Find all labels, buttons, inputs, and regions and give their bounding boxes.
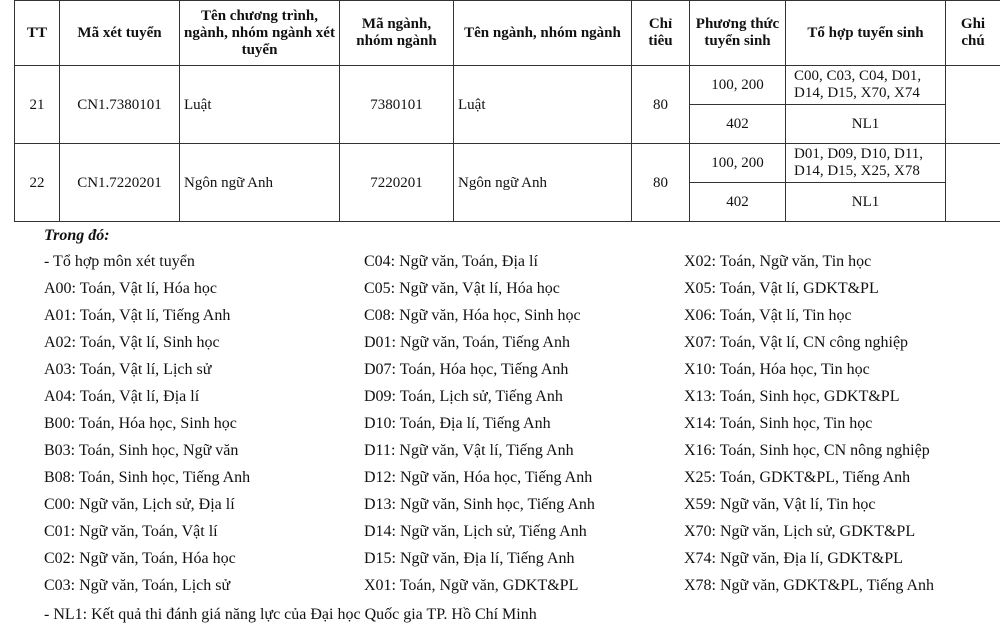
list-item: X02: Toán, Ngữ văn, Tin học: [684, 253, 872, 270]
header-ma-xet-tuyen: Mã xét tuyển: [60, 1, 180, 66]
cell-ten-chuong-trinh: Luật: [180, 66, 340, 144]
list-item: B00: Toán, Hóa học, Sinh học: [44, 415, 237, 432]
list-item: A00: Toán, Vật lí, Hóa học: [44, 280, 217, 297]
list-item: A03: Toán, Vật lí, Lịch sử: [44, 361, 212, 378]
list-item: D12: Ngữ văn, Hóa học, Tiếng Anh: [364, 469, 593, 486]
header-ten-nganh: Tên ngành, nhóm ngành: [454, 1, 632, 66]
cell-ma-nganh: 7220201: [340, 144, 454, 222]
header-ma-nganh: Mã ngành, nhóm ngành: [340, 1, 454, 66]
admission-table: [14, 0, 1000, 222]
cell-ghi-chu: [946, 144, 1000, 222]
list-item: X06: Toán, Vật lí, Tin học: [684, 307, 852, 324]
list-item: D09: Toán, Lịch sử, Tiếng Anh: [364, 388, 563, 405]
list-item: X25: Toán, GDKT&PL, Tiếng Anh: [684, 469, 911, 486]
legend-columns: [44, 250, 994, 604]
list-item: D14: Ngữ văn, Lịch sử, Tiếng Anh: [364, 523, 587, 540]
list-item: X01: Toán, Ngữ văn, GDKT&PL: [364, 577, 579, 594]
cell-phuong-thuc: 402: [690, 105, 786, 144]
list-item: C04: Ngữ văn, Toán, Địa lí: [364, 253, 538, 270]
legend: [44, 226, 994, 626]
cell-to-hop: C00, C03, C04, D01, D14, D15, X70, X74: [786, 66, 946, 105]
legend-column-1: [44, 250, 250, 601]
cell-ma-nganh: 7380101: [340, 66, 454, 144]
list-item: A01: Toán, Vật lí, Tiếng Anh: [44, 307, 231, 324]
legend-column-2: [364, 250, 595, 601]
list-item: C03: Ngữ văn, Toán, Lịch sử: [44, 577, 231, 594]
list-item: D11: Ngữ văn, Vật lí, Tiếng Anh: [364, 442, 574, 459]
header-to-hop: Tổ hợp tuyển sinh: [786, 1, 946, 66]
list-item: A04: Toán, Vật lí, Địa lí: [44, 388, 200, 405]
header-phuong-thuc: Phương thức tuyển sinh: [690, 1, 786, 66]
list-item: D01: Ngữ văn, Toán, Tiếng Anh: [364, 334, 570, 351]
header-tt: TT: [15, 1, 60, 66]
cell-ghi-chu: [946, 66, 1000, 144]
list-item: D15: Ngữ văn, Địa lí, Tiếng Anh: [364, 550, 575, 567]
list-item: X16: Toán, Sinh học, CN nông nghiệp: [684, 442, 930, 459]
list-item: C08: Ngữ văn, Hóa học, Sinh học: [364, 307, 581, 324]
legend-column-3: [684, 250, 934, 601]
list-item: X07: Toán, Vật lí, CN công nghiệp: [684, 334, 909, 351]
list-item: C00: Ngữ văn, Lịch sử, Địa lí: [44, 496, 235, 513]
list-item: X78: Ngữ văn, GDKT&PL, Tiếng Anh: [684, 577, 935, 594]
list-item: X14: Toán, Sinh học, Tin học: [684, 415, 873, 432]
list-item: D13: Ngữ văn, Sinh học, Tiếng Anh: [364, 496, 595, 513]
list-item: X70: Ngữ văn, Lịch sử, GDKT&PL: [684, 523, 916, 540]
header-ten-chuong-trinh: Tên chương trình, ngành, nhóm ngành xét tuyển: [180, 1, 340, 66]
footnote: - NL1: Kết quả thi đánh giá năng lực của Đại học Quốc gia TP. Hồ Chí Minh: [44, 606, 537, 623]
list-item: B03: Toán, Sinh học, Ngữ văn: [44, 442, 239, 459]
header-chi-tieu: Chỉ tiêu: [632, 1, 690, 66]
list-item: D10: Toán, Địa lí, Tiếng Anh: [364, 415, 551, 432]
list-item: D07: Toán, Hóa học, Tiếng Anh: [364, 361, 569, 378]
list-item: C05: Ngữ văn, Vật lí, Hóa học: [364, 280, 560, 297]
legend-heading: Trong đó:: [44, 227, 110, 244]
cell-ma-xet-tuyen: CN1.7380101: [60, 66, 180, 144]
header-ghi-chu: Ghi chú: [946, 1, 1000, 66]
list-item: X13: Toán, Sinh học, GDKT&PL: [684, 388, 900, 405]
table-header-row: [15, 1, 1000, 66]
list-item: X10: Toán, Hóa học, Tin học: [684, 361, 870, 378]
cell-to-hop: NL1: [786, 105, 946, 144]
cell-ma-xet-tuyen: CN1.7220201: [60, 144, 180, 222]
list-item: - Tổ hợp môn xét tuyển: [44, 253, 195, 270]
list-item: C02: Ngữ văn, Toán, Hóa học: [44, 550, 236, 567]
table-row: [15, 144, 1000, 183]
cell-phuong-thuc: 100, 200: [690, 144, 786, 183]
cell-phuong-thuc: 100, 200: [690, 66, 786, 105]
cell-ten-nganh: Ngôn ngữ Anh: [454, 144, 632, 222]
cell-chi-tieu: 80: [632, 66, 690, 144]
cell-to-hop: NL1: [786, 183, 946, 222]
list-item: X05: Toán, Vật lí, GDKT&PL: [684, 280, 879, 297]
list-item: X59: Ngữ văn, Vật lí, Tin học: [684, 496, 876, 513]
list-item: X74: Ngữ văn, Địa lí, GDKT&PL: [684, 550, 903, 567]
cell-tt: 22: [15, 144, 60, 222]
cell-chi-tieu: 80: [632, 144, 690, 222]
cell-ten-chuong-trinh: Ngôn ngữ Anh: [180, 144, 340, 222]
list-item: B08: Toán, Sinh học, Tiếng Anh: [44, 469, 251, 486]
list-item: C01: Ngữ văn, Toán, Vật lí: [44, 523, 218, 540]
cell-to-hop: D01, D09, D10, D11, D14, D15, X25, X78: [786, 144, 946, 183]
table-row: [15, 66, 1000, 105]
cell-tt: 21: [15, 66, 60, 144]
cell-phuong-thuc: 402: [690, 183, 786, 222]
cell-ten-nganh: Luật: [454, 66, 632, 144]
list-item: A02: Toán, Vật lí, Sinh học: [44, 334, 220, 351]
